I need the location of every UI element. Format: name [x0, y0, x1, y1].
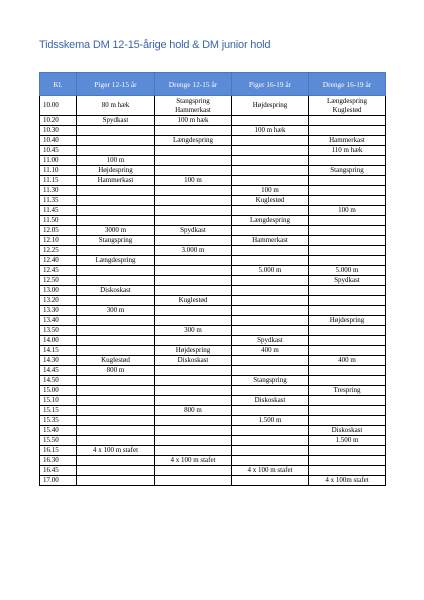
- event-cell-girls-16-19: [232, 456, 309, 466]
- event-cell-boys-12-15: [155, 256, 232, 266]
- event-cell-boys-16-19: [309, 126, 386, 136]
- event-cell-boys-16-19: Højdespring: [309, 316, 386, 326]
- event-cell-girls-12-15: 80 m hæk: [77, 96, 155, 116]
- event-cell-girls-12-15: [77, 346, 155, 356]
- time-cell: 14.50: [40, 376, 77, 386]
- event-cell-girls-16-19: [232, 446, 309, 456]
- time-cell: 10.00: [40, 96, 77, 116]
- event-cell-girls-12-15: [77, 186, 155, 196]
- event-cell-boys-16-19: [309, 286, 386, 296]
- table-row: [40, 296, 386, 306]
- event-cell-boys-16-19: [309, 116, 386, 126]
- event-cell-boys-12-15: Spydkast: [155, 226, 232, 236]
- table-row: [40, 176, 386, 186]
- event-cell-boys-12-15: [155, 266, 232, 276]
- time-cell: 13.50: [40, 326, 77, 336]
- event-cell-boys-16-19: [309, 326, 386, 336]
- event-cell-boys-16-19: 5.000 m: [309, 266, 386, 276]
- table-row: [40, 386, 386, 396]
- header-boys-16-19: Drenge 16-19 år: [309, 73, 386, 96]
- event-cell-boys-16-19: [309, 366, 386, 376]
- event-cell-girls-12-15: [77, 276, 155, 286]
- event-cell-boys-16-19: [309, 196, 386, 206]
- table-row: [40, 186, 386, 196]
- table-row: [40, 396, 386, 406]
- event-cell-girls-12-15: [77, 416, 155, 426]
- time-cell: 15.35: [40, 416, 77, 426]
- time-cell: 11.10: [40, 166, 77, 176]
- event-cell-girls-12-15: [77, 296, 155, 306]
- event-cell-boys-16-19: [309, 406, 386, 416]
- event-cell-girls-16-19: [232, 276, 309, 286]
- event-cell-girls-12-15: [77, 396, 155, 406]
- table-header-row: [40, 73, 386, 96]
- event-cell-boys-16-19: Hammerkast: [309, 136, 386, 146]
- event-cell-girls-16-19: Diskoskast: [232, 396, 309, 406]
- table-row: [40, 466, 386, 476]
- event-line: Hammerkast: [175, 105, 211, 114]
- event-cell-boys-12-15: [155, 306, 232, 316]
- event-cell-girls-16-19: [232, 246, 309, 256]
- event-cell-girls-16-19: [232, 476, 309, 486]
- event-cell-girls-12-15: [77, 246, 155, 256]
- header-girls-16-19: Piger 16-19 år: [232, 73, 309, 96]
- table-row: [40, 96, 386, 116]
- time-cell: 10.45: [40, 146, 77, 156]
- time-cell: 11.30: [40, 186, 77, 196]
- event-cell-boys-12-15: [155, 386, 232, 396]
- event-cell-girls-12-15: 300 m: [77, 306, 155, 316]
- event-cell-boys-16-19: 4 x 100m stafet: [309, 476, 386, 486]
- table-row: [40, 446, 386, 456]
- event-line: Kuglestød: [332, 105, 362, 114]
- time-cell: 16.45: [40, 466, 77, 476]
- table-row: [40, 256, 386, 266]
- event-cell-boys-16-19: [309, 216, 386, 226]
- event-cell-boys-12-15: [155, 416, 232, 426]
- event-cell-boys-16-19: Trespring: [309, 386, 386, 396]
- event-cell-girls-16-19: [232, 166, 309, 176]
- event-cell-boys-16-19: 110 m hæk: [309, 146, 386, 156]
- time-cell: 10.30: [40, 126, 77, 136]
- table-row: [40, 416, 386, 426]
- time-cell: 12.40: [40, 256, 77, 266]
- event-cell-girls-16-19: [232, 436, 309, 446]
- event-cell-boys-16-19: [309, 246, 386, 256]
- time-cell: 15.50: [40, 436, 77, 446]
- event-cell-boys-12-15: Kuglestød: [155, 296, 232, 306]
- event-cell-boys-12-15: [155, 96, 232, 116]
- table-row: [40, 306, 386, 316]
- time-cell: 11.50: [40, 216, 77, 226]
- event-cell-boys-12-15: [155, 186, 232, 196]
- event-cell-girls-16-19: [232, 406, 309, 416]
- event-cell-girls-16-19: [232, 226, 309, 236]
- event-cell-girls-16-19: [232, 176, 309, 186]
- time-cell: 16.30: [40, 456, 77, 466]
- event-cell-girls-12-15: Højdespring: [77, 166, 155, 176]
- event-cell-boys-12-15: [155, 316, 232, 326]
- time-cell: 13.40: [40, 316, 77, 326]
- event-cell-boys-16-19: [309, 96, 386, 116]
- event-cell-girls-12-15: Længdespring: [77, 256, 155, 266]
- event-cell-boys-12-15: [155, 376, 232, 386]
- event-cell-boys-12-15: [155, 126, 232, 136]
- event-cell-girls-16-19: Spydkast: [232, 336, 309, 346]
- table-row: [40, 356, 386, 366]
- time-cell: 13.30: [40, 306, 77, 316]
- schedule-body: [40, 96, 386, 486]
- event-cell-boys-12-15: Højdespring: [155, 346, 232, 356]
- event-cell-boys-16-19: 1.500 m: [309, 436, 386, 446]
- table-row: [40, 196, 386, 206]
- table-row: [40, 366, 386, 376]
- event-cell-boys-12-15: [155, 276, 232, 286]
- event-cell-boys-16-19: [309, 226, 386, 236]
- event-cell-boys-12-15: [155, 236, 232, 246]
- table-row: [40, 476, 386, 486]
- event-cell-girls-16-19: Stangspring: [232, 376, 309, 386]
- event-cell-boys-16-19: [309, 186, 386, 196]
- event-cell-boys-12-15: [155, 436, 232, 446]
- table-row: [40, 236, 386, 246]
- document-title: Tidsskema DM 12-15-årige hold & DM junior hold: [39, 39, 271, 51]
- table-row: [40, 246, 386, 256]
- event-cell-boys-12-15: [155, 166, 232, 176]
- table-row: [40, 146, 386, 156]
- event-cell-boys-12-15: [155, 446, 232, 456]
- event-cell-girls-12-15: [77, 266, 155, 276]
- event-cell-girls-16-19: [232, 426, 309, 436]
- event-cell-girls-12-15: Diskoskast: [77, 286, 155, 296]
- event-cell-girls-12-15: 4 x 100 m stafet: [77, 446, 155, 456]
- event-cell-girls-12-15: 100 m: [77, 156, 155, 166]
- event-cell-boys-12-15: 800 m: [155, 406, 232, 416]
- event-cell-girls-12-15: [77, 476, 155, 486]
- event-cell-boys-12-15: [155, 336, 232, 346]
- event-cell-girls-16-19: [232, 156, 309, 166]
- event-cell-girls-16-19: Længdespring: [232, 216, 309, 226]
- table-row: [40, 266, 386, 276]
- time-cell: 11.45: [40, 206, 77, 216]
- event-cell-girls-12-15: Spydkast: [77, 116, 155, 126]
- event-cell-boys-12-15: [155, 366, 232, 376]
- table-row: [40, 456, 386, 466]
- event-cell-boys-12-15: [155, 286, 232, 296]
- time-cell: 11.15: [40, 176, 77, 186]
- event-cell-girls-16-19: 4 x 100 m stafet: [232, 466, 309, 476]
- event-cell-boys-12-15: [155, 466, 232, 476]
- schedule-table: [39, 72, 386, 486]
- event-cell-girls-12-15: [77, 336, 155, 346]
- event-cell-girls-16-19: [232, 256, 309, 266]
- event-cell-girls-12-15: [77, 216, 155, 226]
- event-cell-girls-12-15: 800 m: [77, 366, 155, 376]
- event-cell-girls-16-19: Højdespring: [232, 96, 309, 116]
- event-cell-boys-16-19: [309, 396, 386, 406]
- event-cell-boys-12-15: 100 m: [155, 176, 232, 186]
- table-row: [40, 376, 386, 386]
- event-cell-girls-16-19: [232, 116, 309, 126]
- event-cell-girls-16-19: 100 m: [232, 186, 309, 196]
- table-row: [40, 216, 386, 226]
- time-cell: 15.00: [40, 386, 77, 396]
- event-cell-girls-16-19: 400 m: [232, 346, 309, 356]
- event-cell-girls-12-15: [77, 136, 155, 146]
- header-time: Kl.: [40, 73, 77, 96]
- event-cell-girls-12-15: [77, 206, 155, 216]
- event-cell-boys-16-19: [309, 376, 386, 386]
- event-cell-boys-16-19: Spydkast: [309, 276, 386, 286]
- event-cell-boys-16-19: [309, 306, 386, 316]
- event-cell-boys-16-19: 400 m: [309, 356, 386, 366]
- time-cell: 10.20: [40, 116, 77, 126]
- event-cell-boys-16-19: [309, 336, 386, 346]
- event-cell-girls-16-19: [232, 326, 309, 336]
- table-row: [40, 316, 386, 326]
- event-cell-boys-16-19: Diskoskast: [309, 426, 386, 436]
- table-row: [40, 436, 386, 446]
- event-line: Længdespring: [326, 97, 368, 106]
- time-cell: 15.10: [40, 396, 77, 406]
- event-cell-boys-16-19: [309, 176, 386, 186]
- event-cell-boys-12-15: [155, 216, 232, 226]
- table-row: [40, 336, 386, 346]
- event-cell-boys-16-19: [309, 466, 386, 476]
- event-cell-boys-12-15: Diskoskast: [155, 356, 232, 366]
- time-cell: 12.25: [40, 246, 77, 256]
- header-boys-12-15: Drenge 12-15 år: [155, 73, 232, 96]
- event-cell-boys-16-19: [309, 296, 386, 306]
- table-row: [40, 116, 386, 126]
- table-row: [40, 406, 386, 416]
- table-row: [40, 166, 386, 176]
- table-row: [40, 136, 386, 146]
- event-cell-boys-12-15: [155, 426, 232, 436]
- event-cell-boys-16-19: [309, 236, 386, 246]
- time-cell: 12.10: [40, 236, 77, 246]
- time-cell: 10.40: [40, 136, 77, 146]
- event-cell-boys-12-15: Længdespring: [155, 136, 232, 146]
- event-cell-girls-16-19: [232, 286, 309, 296]
- event-cell-girls-12-15: [77, 326, 155, 336]
- event-cell-boys-12-15: [155, 196, 232, 206]
- event-cell-boys-12-15: 100 m hæk: [155, 116, 232, 126]
- event-cell-girls-12-15: [77, 316, 155, 326]
- event-cell-boys-16-19: [309, 156, 386, 166]
- time-cell: 14.15: [40, 346, 77, 356]
- time-cell: 16.15: [40, 446, 77, 456]
- table-row: [40, 156, 386, 166]
- event-cell-girls-12-15: [77, 376, 155, 386]
- time-cell: 12.50: [40, 276, 77, 286]
- event-cell-girls-12-15: [77, 386, 155, 396]
- event-cell-girls-16-19: 5.000 m: [232, 266, 309, 276]
- event-cell-girls-12-15: Stangspring: [77, 236, 155, 246]
- time-cell: 11.35: [40, 196, 77, 206]
- event-cell-girls-12-15: [77, 126, 155, 136]
- event-cell-girls-12-15: [77, 456, 155, 466]
- event-cell-girls-16-19: [232, 306, 309, 316]
- event-cell-girls-12-15: [77, 146, 155, 156]
- table-row: [40, 426, 386, 436]
- event-cell-boys-16-19: [309, 456, 386, 466]
- event-cell-girls-16-19: [232, 356, 309, 366]
- event-line: Stangspring: [176, 97, 210, 106]
- time-cell: 11.00: [40, 156, 77, 166]
- event-cell-boys-12-15: [155, 146, 232, 156]
- table-row: [40, 286, 386, 296]
- event-cell-boys-16-19: [309, 346, 386, 356]
- event-cell-boys-12-15: 300 m: [155, 326, 232, 336]
- time-cell: 14.45: [40, 366, 77, 376]
- event-cell-boys-12-15: [155, 476, 232, 486]
- event-cell-girls-12-15: [77, 436, 155, 446]
- header-girls-12-15: Piger 12-15 år: [77, 73, 155, 96]
- event-cell-girls-16-19: Hammerkast: [232, 236, 309, 246]
- event-cell-boys-16-19: [309, 416, 386, 426]
- time-cell: 13.20: [40, 296, 77, 306]
- event-cell-boys-16-19: [309, 446, 386, 456]
- time-cell: 15.40: [40, 426, 77, 436]
- time-cell: 15.15: [40, 406, 77, 416]
- table-row: [40, 346, 386, 356]
- event-cell-girls-12-15: [77, 426, 155, 436]
- event-cell-boys-12-15: 4 x 100 m stafet: [155, 456, 232, 466]
- event-cell-girls-16-19: Kuglestød: [232, 196, 309, 206]
- table-row: [40, 276, 386, 286]
- time-cell: 14.00: [40, 336, 77, 346]
- event-cell-girls-16-19: [232, 296, 309, 306]
- event-cell-girls-16-19: [232, 386, 309, 396]
- event-cell-girls-12-15: [77, 466, 155, 476]
- event-cell-girls-16-19: [232, 146, 309, 156]
- event-cell-boys-16-19: [309, 256, 386, 266]
- event-cell-girls-12-15: [77, 196, 155, 206]
- time-cell: 17.00: [40, 476, 77, 486]
- event-cell-girls-16-19: 1.500 m: [232, 416, 309, 426]
- event-cell-girls-16-19: [232, 206, 309, 216]
- table-row: [40, 326, 386, 336]
- time-cell: 12.05: [40, 226, 77, 236]
- event-cell-girls-16-19: [232, 316, 309, 326]
- event-cell-girls-16-19: [232, 366, 309, 376]
- event-cell-girls-16-19: [232, 136, 309, 146]
- event-cell-boys-16-19: 100 m: [309, 206, 386, 216]
- table-row: [40, 126, 386, 136]
- table-row: [40, 206, 386, 216]
- event-cell-boys-12-15: 3.000 m: [155, 246, 232, 256]
- event-cell-girls-12-15: Kuglestød: [77, 356, 155, 366]
- event-cell-girls-12-15: [77, 406, 155, 416]
- time-cell: 13.00: [40, 286, 77, 296]
- event-cell-boys-12-15: [155, 156, 232, 166]
- time-cell: 14.30: [40, 356, 77, 366]
- table-row: [40, 226, 386, 236]
- event-cell-girls-12-15: Hammerkast: [77, 176, 155, 186]
- event-cell-boys-16-19: Stangspring: [309, 166, 386, 176]
- event-cell-boys-12-15: [155, 396, 232, 406]
- event-cell-girls-12-15: 3000 m: [77, 226, 155, 236]
- event-cell-boys-12-15: [155, 206, 232, 216]
- event-cell-girls-16-19: 100 m hæk: [232, 126, 309, 136]
- time-cell: 12.45: [40, 266, 77, 276]
